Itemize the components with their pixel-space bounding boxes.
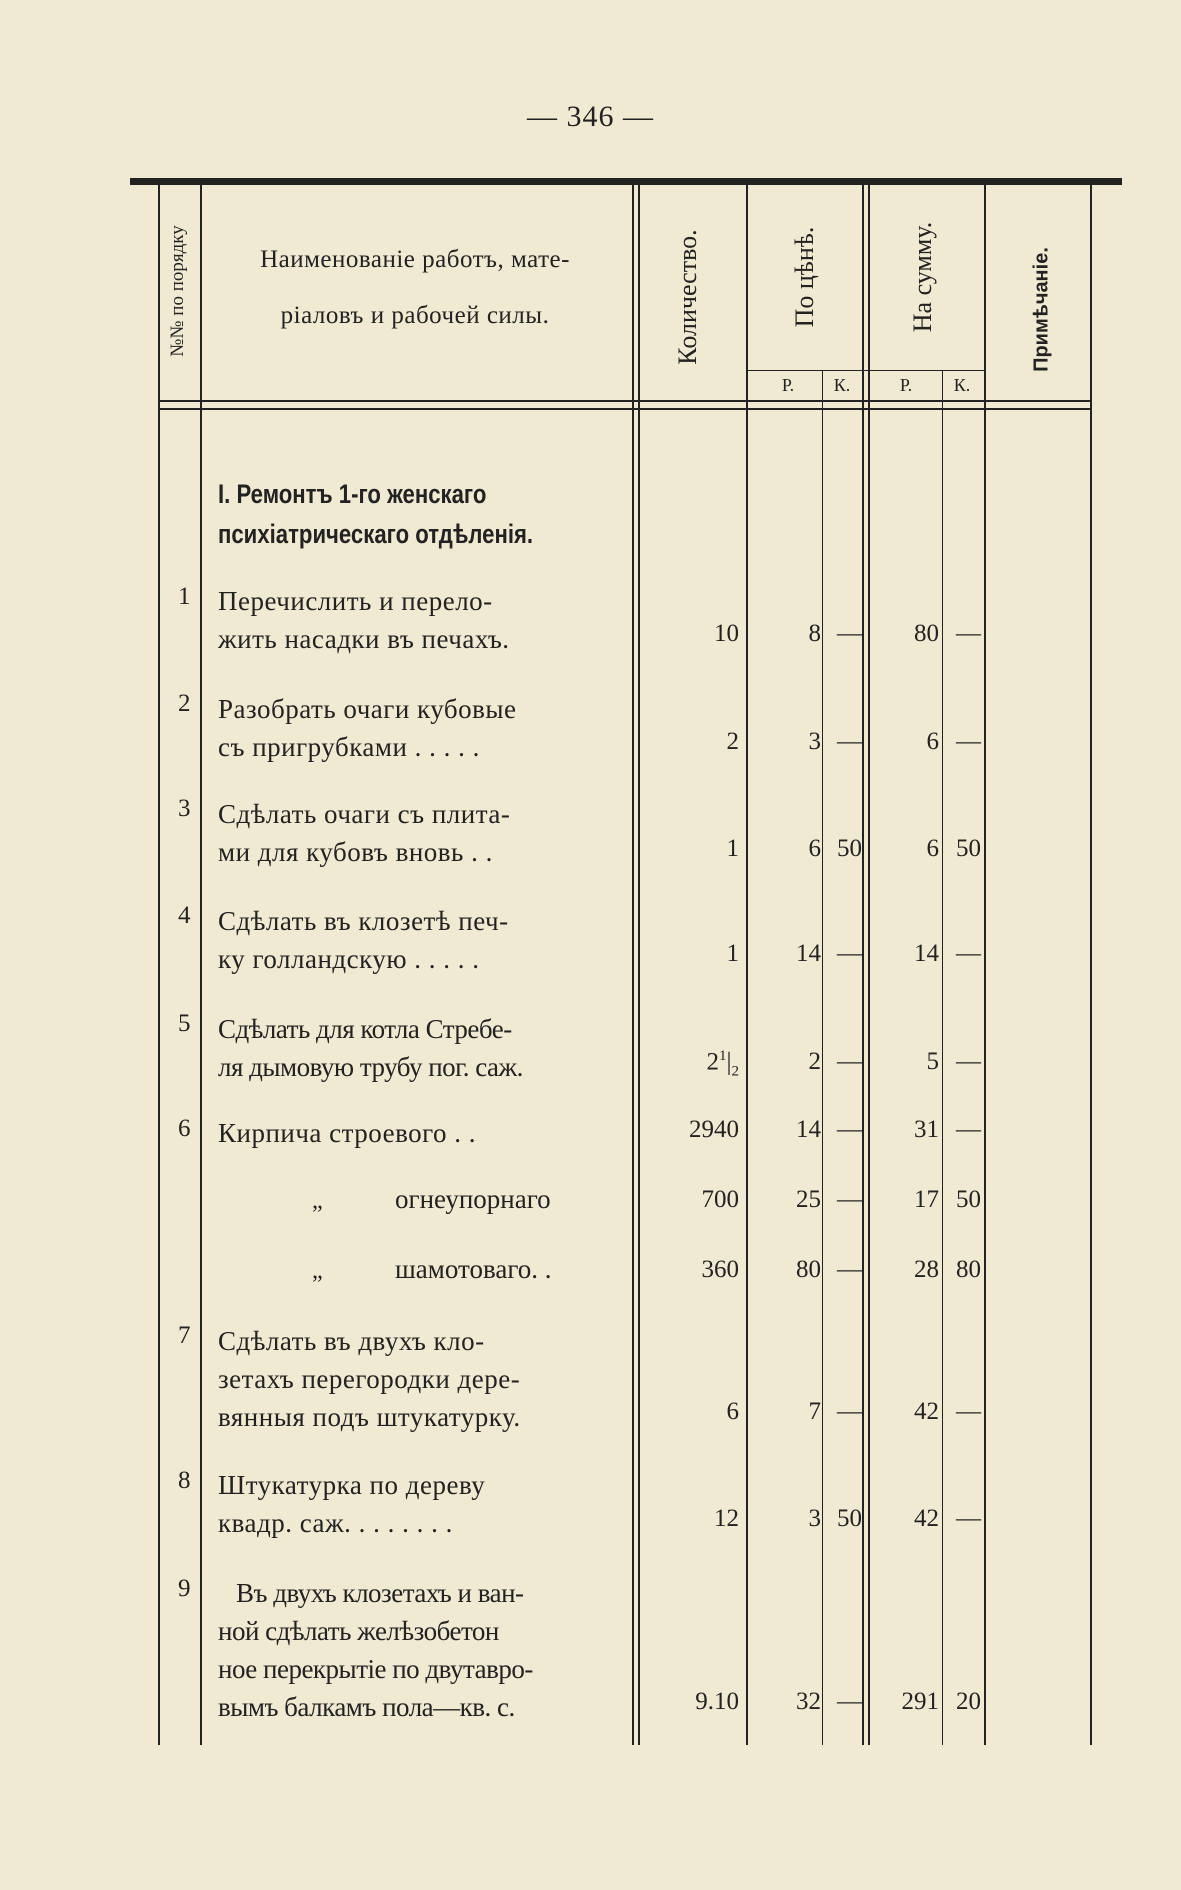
row-4-line-2: ку голландскую . . . . . (218, 944, 480, 974)
row-5-name (218, 1010, 618, 1086)
row-1-line-1: Перечислить и перело- (218, 586, 493, 616)
row-4-price-rub: 14 (796, 940, 821, 967)
row-6b-name: шамотоваго. . (395, 1254, 552, 1284)
row-8-name (218, 1466, 618, 1542)
row-9-price-rub: 32 (796, 1688, 821, 1715)
row-4-quantity: 1 (726, 940, 739, 967)
row-9-line-2: ной сдѣлать желѣзобетон (218, 1616, 499, 1646)
row-9-sum-rub: 291 (901, 1688, 939, 1715)
col-rule-no (200, 185, 202, 1745)
row-7-quantity: 6 (726, 1398, 739, 1425)
row-5-price-rub: 2 (808, 1048, 821, 1075)
row-6-name (218, 1114, 618, 1152)
col-rule-name-2 (638, 185, 640, 1745)
row-3-price-kop: 50 (837, 835, 862, 862)
row-4-price-kop: — (837, 940, 862, 967)
row-6-sum-rub: 31 (914, 1116, 939, 1143)
row-7-name (218, 1322, 618, 1436)
row-6a-price-kop: — (837, 1186, 862, 1213)
row-6b-price-rub: 80 (796, 1256, 821, 1283)
row-6a-price-rub: 25 (796, 1186, 821, 1213)
row-3-sum-rub: 6 (926, 835, 939, 862)
price-rub-label: Р. (781, 375, 795, 395)
header-number: №№ по порядку (167, 225, 188, 357)
row-9-name (218, 1574, 631, 1726)
sum-kop-label: К. (953, 375, 971, 395)
page-number: — 346 — (527, 100, 654, 133)
row-8-line-2: квадр. саж. . . . . . . . (218, 1508, 453, 1538)
row-6b-ditto: „ (312, 1258, 323, 1284)
row-9-number: 9 (178, 1575, 191, 1602)
row-2-price-rub: 3 (808, 728, 821, 755)
row-6-quantity: 2940 (689, 1116, 739, 1143)
header-quantity: Количество. (673, 229, 702, 365)
row-4-line-1: Сдѣлать въ клозетѣ печ- (218, 906, 509, 936)
row-7-line-2: зетахъ перегородки дере- (218, 1364, 521, 1394)
header-name-line2: ріаловъ и рабочей силы. (280, 302, 550, 329)
row-3-line-1: Сдѣлать очаги съ плита- (218, 799, 511, 829)
row-6-sum-kop: — (956, 1116, 981, 1143)
row-7-sum-kop: — (956, 1398, 981, 1425)
section-title (218, 474, 546, 554)
row-6b-price-kop: — (837, 1256, 862, 1283)
row-9-price-kop: — (837, 1688, 862, 1715)
header-price: По цѣнѣ. (790, 226, 819, 328)
row-8-number: 8 (178, 1467, 191, 1494)
row-7-number: 7 (178, 1322, 191, 1349)
row-9-quantity: 9.10 (695, 1688, 739, 1715)
row-6-price-rub: 14 (796, 1116, 821, 1143)
section-title-line1: I. Ремонтъ 1-го женскаго (218, 479, 487, 509)
row-1-price-kop: — (837, 620, 862, 647)
row-8-line-1: Штукатурка по дереву (218, 1470, 486, 1500)
col-rule-price-k (822, 370, 823, 1745)
row-6b-quantity: 360 (701, 1256, 739, 1283)
row-6b-sum-kop: 80 (956, 1256, 981, 1283)
row-9-line-3: ное перекрытіе по двутавро- (218, 1654, 533, 1684)
price-kop-label: К. (833, 375, 851, 395)
row-9-line-1: Въ двухъ клозетахъ и ван- (236, 1578, 524, 1608)
row-2-quantity: 2 (726, 728, 739, 755)
col-rule-right (1090, 185, 1092, 1745)
row-4-number: 4 (178, 902, 191, 929)
header-sum: На сумму. (908, 221, 937, 333)
row-6a-sum-rub: 17 (914, 1186, 939, 1213)
row-7-sum-rub: 42 (914, 1398, 939, 1425)
row-4-sum-kop: — (956, 940, 981, 967)
col-rule-sum (984, 185, 986, 1745)
col-rule-left (158, 185, 160, 1745)
row-6a-ditto: „ (312, 1188, 323, 1214)
row-6-price-kop: — (837, 1116, 862, 1143)
row-4-name (218, 902, 618, 978)
row-5-quantity-denominator: 2 (731, 1063, 739, 1080)
row-6a-name: огнеупорнаго (395, 1184, 551, 1214)
row-1-quantity: 10 (714, 620, 739, 647)
row-1-sum-rub: 80 (914, 620, 939, 647)
row-1-line-2: жить насадки въ печахъ. (218, 624, 510, 654)
col-rule-qty (746, 185, 748, 1745)
row-5-quantity: $2^1|_2$ (706, 1048, 739, 1080)
row-6a-sum-kop: 50 (956, 1186, 981, 1213)
row-5-quantity-numerator: 1 (718, 1048, 727, 1064)
top-rule (130, 178, 1122, 185)
row-3-line-2: ми для кубовъ вновь . . (218, 837, 493, 867)
row-5-quantity-whole: 2 (706, 1048, 719, 1076)
col-rule-price (862, 185, 864, 1745)
row-3-quantity: 1 (726, 835, 739, 862)
row-9-sum-kop: 20 (956, 1688, 981, 1715)
row-8-sum-kop: — (956, 1505, 981, 1532)
col-rule-price-2 (868, 185, 870, 1745)
row-5-number: 5 (178, 1010, 191, 1037)
row-2-sum-rub: 6 (926, 728, 939, 755)
row-5-sum-rub: 5 (926, 1048, 939, 1075)
row-6a-quantity: 700 (701, 1186, 739, 1213)
row-2-line-2: съ пригрубками . . . . . (218, 732, 480, 762)
row-8-price-kop: 50 (837, 1505, 862, 1532)
row-1-number: 1 (178, 583, 191, 610)
row-5-price-kop: — (837, 1048, 862, 1075)
col-rule-sum-k (942, 370, 943, 1745)
row-6b-sum-rub: 28 (914, 1256, 939, 1283)
row-9-line-4: вымъ балкамъ пола—кв. с. (218, 1692, 515, 1722)
row-1-price-rub: 8 (808, 620, 821, 647)
row-4-sum-rub: 14 (914, 940, 939, 967)
row-1-name (218, 582, 618, 658)
row-3-name (218, 795, 618, 871)
row-3-number: 3 (178, 795, 191, 822)
header-rule-2 (160, 408, 1090, 410)
header-name-line1: Наименованіе работъ, мате- (260, 246, 570, 273)
row-5-line-2: ля дымовую трубу пог. саж. (218, 1052, 523, 1082)
row-5-sum-kop: — (956, 1048, 981, 1075)
row-7-price-rub: 7 (808, 1398, 821, 1425)
row-2-number: 2 (178, 690, 191, 717)
col-rule-name (632, 185, 634, 1745)
header-note: Примѣчаніе. (1030, 247, 1053, 372)
row-7-line-3: вянныя подъ штукатурку. (218, 1402, 521, 1432)
row-8-sum-rub: 42 (914, 1505, 939, 1532)
row-7-price-kop: — (837, 1398, 862, 1425)
section-title-line2: психіатрическаго отдѣленія. (218, 519, 534, 549)
row-3-sum-kop: 50 (956, 835, 981, 862)
row-5-line-1: Сдѣлать для котла Стребе- (218, 1014, 512, 1044)
row-8-quantity: 12 (714, 1505, 739, 1532)
row-8-price-rub: 3 (808, 1505, 821, 1532)
header-rule (160, 400, 1090, 402)
row-2-line-1: Разобрать очаги кубовые (218, 694, 517, 724)
header-name (205, 232, 625, 344)
row-7-line-1: Сдѣлать въ двухъ кло- (218, 1326, 485, 1356)
row-2-name (218, 690, 618, 766)
sum-rub-label: Р. (899, 375, 913, 395)
row-6-line-1: Кирпича строевого . . (218, 1118, 477, 1148)
row-2-price-kop: — (837, 728, 862, 755)
row-2-sum-kop: — (956, 728, 981, 755)
row-6-number: 6 (178, 1115, 191, 1142)
row-1-sum-kop: — (956, 620, 981, 647)
row-3-price-rub: 6 (808, 835, 821, 862)
rk-divider (748, 370, 984, 371)
